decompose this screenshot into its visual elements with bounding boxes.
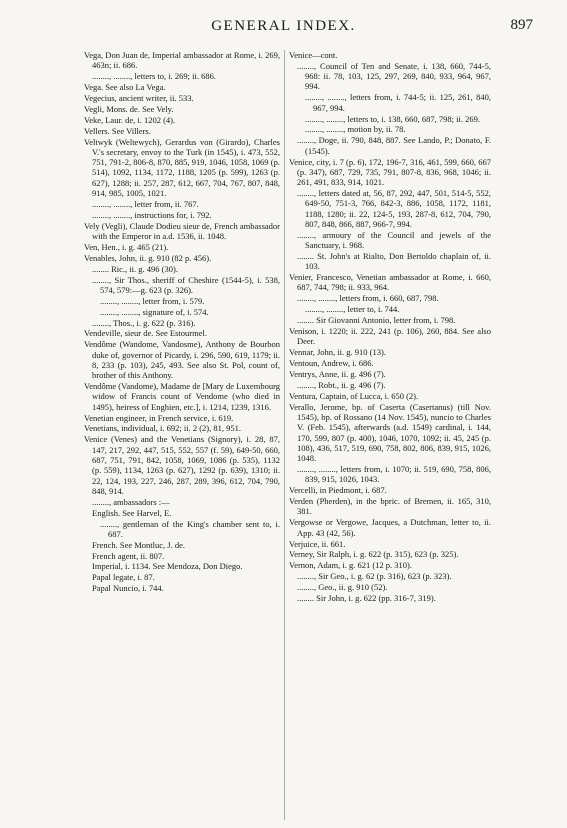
index-entry: ........, gentleman of the King's chamber sent to, i. 687. (100, 518, 280, 539)
index-entry: ........, ........, letters to, i. 138, 660, 687, 798; ii. 269. (305, 113, 480, 124)
index-entry: Ventoun, Andrew, i. 686. (289, 358, 374, 369)
index-entry: Vegli, Mons. de. See Vely. (84, 103, 174, 114)
index-entry: French. See Montluc, J. de. (92, 539, 186, 550)
index-column-left (84, 50, 280, 822)
index-entry: ........, Council of Ten and Senate, i. 138, 660, 744-5, 968: ii. 78, 103, 125, 297, 269, 840, 933, 964, 967, 994. (297, 60, 491, 92)
index-entry: Verjuice, ii. 661. (289, 538, 346, 549)
index-entry: Venice—cont. (289, 50, 338, 60)
index-entry: ........ Ric., ii. g. 496 (30). (92, 263, 178, 274)
index-entry: ........, Sir Thos., sheriff of Cheshire (1544-5), i. 538, 574, 579:—g. 623 (p. 326). (92, 274, 280, 295)
index-entry: Papal Nuncio, i. 744. (92, 583, 164, 594)
index-entry: Vennar, John, ii. g. 910 (13). (289, 347, 386, 358)
index-entry: Venetian engineer, in French service, i. 619. (84, 412, 234, 423)
index-entry: Vega. See also La Vega. (84, 82, 166, 93)
index-entry: Venison, i. 1220; ii. 222, 241 (p. 106), 260, 884. See also Deer. (289, 326, 491, 347)
index-entry: Ventura, Captain, of Lucca, i. 650 (2). (289, 390, 419, 401)
page-number: 897 (510, 17, 533, 33)
index-entry: Vendôme (Vandome), Madame de [Mary de Luxembourg widow of Francis count of Vendome (who died in 1495), heiress of Enghien, etc.], i. 1214, 1239, 1316. (84, 381, 280, 412)
index-entry: Veltwyk (Weltewych), Gerardus von (Girardo), Charles V.'s secretary, envoy to the Turk (in 1545), i. 473, 552, 751, 791-2, 806-8, 870, 885, 919, 1046, 1058, 1069 (p. 514), 1092, 1134, 1172, 1188, 1205 (p. 599), 1263 (p. 627), 1288; ii. 257, 287, 612, 667, 704, 767, 807, 848, 914, 985, 1005, 1021. (84, 136, 280, 199)
index-entry: ........, ........, letter from, i. 579. (100, 295, 205, 306)
running-title: GENERAL INDEX. (211, 18, 356, 34)
index-entry: ........, ........, motion by, ii. 78. (305, 124, 406, 135)
index-entry: French agent, ii. 807. (92, 550, 165, 561)
index-entry: Verallo, Jerome, bp. of Caserta (Casertanus) (till Nov. 1545), bp. of Rossano (14 Nov. 1545), nuncio to Charles V. (Feb. 1545), afterwards (a.d. 1549) cardinal, i. 144, 170, 599, 807 (p. 400), 1046, 1070, 1092; ii. 45, 245 (p. 108), 436, 517, 519, 690, 758, 802, 806, 839, 915, 1026, 1048. (289, 401, 491, 464)
index-entry: Vendeville, sieur de. See Estourmel. (84, 328, 207, 339)
index-entry: ........ Sir John, i. g. 622 (pp. 316-7, 319). (297, 592, 436, 603)
index-entry: English. See Harvel, E. (92, 507, 172, 518)
index-entry: Vegecius, ancient writer, ii. 533. (84, 92, 194, 103)
index-entry: ........, ........, instructions for, i. 792. (92, 209, 212, 220)
index-entry: Verden (Pherden), in the bpric. of Bremen, ii. 165, 310, 381. (289, 496, 491, 517)
index-entry: Ventrys, Anne, ii. g. 496 (7). (289, 369, 386, 379)
index-entry: Vernon, Adam, i. g. 621 (12 p. 310). (289, 560, 413, 571)
index-entry: ........, Doge, ii. 790, 848, 887. See Lando, P.; Donato, F. (1545). (297, 135, 491, 156)
index-entry: ........, Geo., ii. g. 910 (52). (297, 582, 388, 593)
page-header (0, 12, 567, 40)
index-column-right (289, 50, 491, 822)
index-entry: ........, ........, letter from, ii. 767. (92, 198, 199, 209)
index-entry: ........, ........, letters from, i. 744-5; ii. 125, 261, 840, 967, 994. (305, 92, 491, 113)
index-entry: Papal legate, i. 87. (92, 572, 155, 583)
index-entry: Verney, Sir Ralph, i. g. 622 (p. 315), 623 (p. 325). (289, 549, 459, 560)
index-entry: Vendôme (Wandome, Vandosme), Anthony de Bourbon duke of, governor of Picardy, i. 296, 590, 619, 1179; ii. 8, 233 (p. 103), 245, 493. See also St. Pol, count of, brother of this Anthony. (84, 339, 280, 381)
index-entry: ........, Sir Geo., i. g. 62 (p. 316), 623 (p. 323). (297, 571, 452, 582)
index-entry: ........, ........, letter to, i. 744. (305, 304, 400, 315)
index-entry: ........, ........, letters from, i. 660, 687, 798. (297, 293, 439, 304)
index-entry: ........, ambassadors :— (92, 496, 170, 507)
index-entry: ........ St. John's at Rialto, Don Bertoldo chaplain of, ii. 103. (297, 250, 491, 272)
index-entry: Venice (Venes) and the Venetians (Signory), i. 28, 87, 147, 217, 292, 447, 515, 552, 557 (f. 59), 649-50, 660, 687, 751, 791, 842, 1058, 1069, 1086 (p. 535), 1132 (p. 559), 1134, 1263 (p. 627), 1292 (p. 639), 1310; ii. 22, 124, 193, 227, 246, 287, 289, 396, 612, 704, 790, 848, 914. (84, 434, 280, 496)
index-entry: ........, Thos., i. g. 622 (p. 316). (92, 317, 196, 328)
column-divider (284, 50, 285, 820)
index-entry: ........, letters dated at, 56, 87, 292, 447, 501, 514-5, 552, 649-50, 751-3, 766, 842-3, 886, 1058, 1172, 1181, 1188, 1280; ii. 22, 124-5, 193, 287-8, 612, 704, 790, 807, 848, 866, 887, 966-7, 994. (297, 188, 491, 229)
index-entry: ........, Robt., ii. g. 496 (7). (297, 379, 386, 390)
index-entry: ........, ........, signature of, i. 574. (100, 306, 209, 317)
index-entry: Venice, city, i. 7 (p. 6), 172, 196-7, 316, 461, 599, 660, 667 (p. 347), 687, 729, 735, 791, 807-8, 836, 968, 1046; ii. 261, 491, 833, 914, 1021. (289, 156, 491, 188)
index-entry: ........, ........, letters to, i. 269; ii. 686. (92, 71, 216, 82)
index-entry: Vega, Don Juan de, Imperial ambassador at Rome, i. 269, 463n; ii. 686. (84, 50, 280, 71)
index-entry: Ven, Hen., i. g. 465 (21). (84, 241, 169, 252)
index-entry: ........, armoury of the Council and jewels of the Sanctuary, i. 968. (297, 229, 491, 251)
index-entry: Imperial, i. 1134. See Mendoza, Don Diego. (92, 561, 243, 572)
index-entry: Venables, John, ii. g. 910 (82 p. 456). (84, 252, 212, 263)
index-entry: Venetians, individual, i. 692; ii. 2 (2), 81, 951. (84, 423, 241, 434)
index-entry: Vergowse or Vergowe, Jacques, a Dutchman, letter to, ii. App. 43 (42, 56). (289, 517, 491, 538)
index-entry: Vellers. See Villers. (84, 125, 151, 136)
index-entry: ........ Sir Giovanni Antonio, letter from, i. 798. (297, 315, 456, 326)
index-entry: Vely (Vegli), Claude Dodieu sieur de, French ambassador with the Emperor in a.d. 1536, ii. 1048. (84, 220, 280, 241)
index-entry: ........, ........, letters from, i. 1070; ii. 519, 690, 758, 806, 839, 915, 1026, 1043. (297, 464, 491, 485)
index-entry: Vercelli, in Piedmont, i. 687. (289, 485, 387, 496)
index-entry: Venier, Francesco, Venetian ambassador at Rome, i. 660, 687, 744, 798; ii. 933, 964. (289, 272, 491, 293)
index-entry: Veke, Laur. de, i. 1202 (4). (84, 114, 176, 125)
